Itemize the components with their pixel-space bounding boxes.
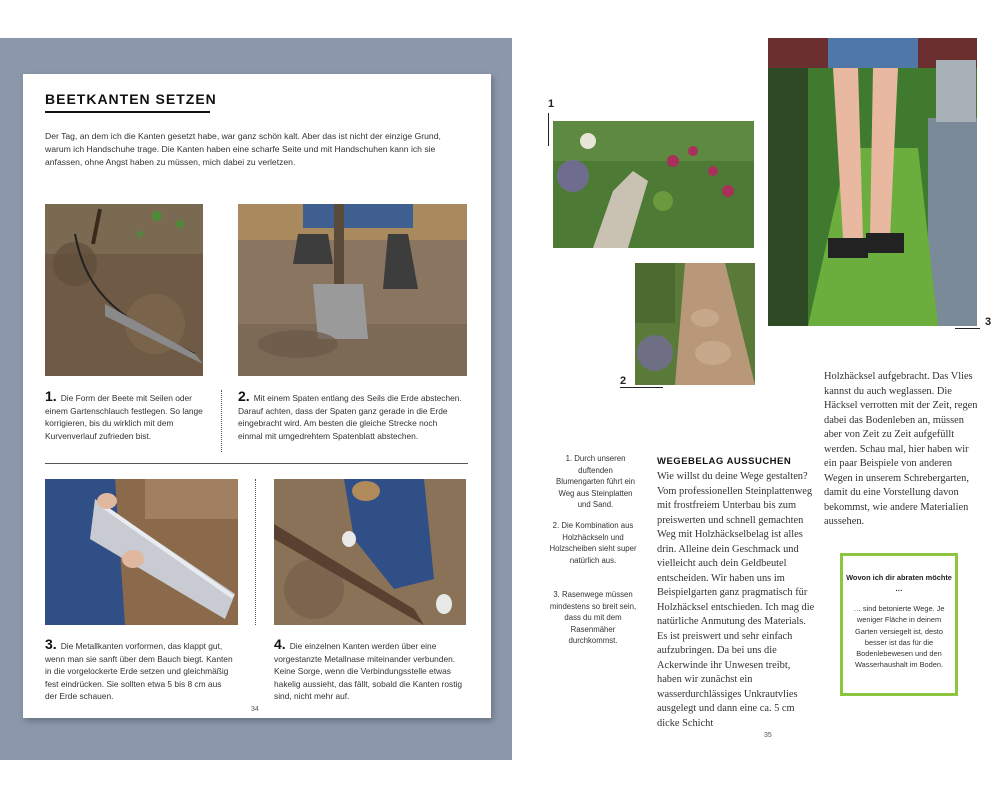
step-divider-2 (255, 479, 256, 625)
photo-1-flower-garden (553, 121, 754, 248)
step-1-text (45, 390, 210, 442)
step-1-number: 1. (45, 388, 57, 404)
body-text-column-1: Wie willst du deine Wege gestalten? Vom professionellen Steinplattenweg mit frostfreiem Unterbau bis zum preiswerten und schnell gemachten Weg mit Holzhäckselbelag ist alles drin. Alleine dein Geschmack und vielleicht auch dein Geldbeutel entscheiden. Wir haben uns im Beispielgarten ganz pragmatisch für Holzhäcksel entschieden. Ich mag die natürliche Anmutung des Materials. Es ist preiswert und sehr einfach aufzubringen. Da bei uns die Ackerwinde ihr Unwesen treibt, haben wir zunächst ein wasserdurchlässiges Unkrautvlies ausgelegt und dann eine ca. 5 cm dicke Schicht (657, 471, 815, 729)
tip-box (840, 553, 958, 696)
caption-1-number: 1. (565, 454, 573, 463)
tip-title: Wovon ich dir abraten möchte … (846, 573, 952, 593)
photo-1-number: 1 (548, 98, 555, 110)
photo-2-number: 2 (620, 375, 627, 387)
step-4-text (274, 638, 466, 703)
section-heading: WEGEBELAG AUSSUCHEN (657, 456, 792, 467)
page-title: BEETKANTEN SETZEN (45, 91, 217, 107)
caption-1 (553, 453, 638, 511)
step-2-number: 2. (238, 388, 250, 404)
step-4-body: Die einzelnen Kanten werden über eine vorgestanzte Metallnase miteinander verbunden. Keine Sorge, wenn die Verbindungsstelle etwas hakelig aussieht, das fällt, sobald die Kanten rostig sind, nicht mehr auf. (274, 641, 463, 701)
caption-3-number: 3. (553, 590, 560, 599)
step-divider (221, 390, 222, 452)
photo-3-marker-line (955, 328, 980, 329)
caption-1-text: Durch unseren duftenden Blumengarten führt ein Weg aus Steinplatten und Sand. (556, 454, 635, 509)
page-number-right: 35 (764, 732, 772, 739)
caption-3 (548, 589, 638, 647)
step-3-body: Die Metallkanten vorformen, das klappt gut, wenn man sie sanft über dem Bauch biegt. Kanten in die vorgelockerte Erde setzen und gleichmäßig fest eindrücken. Sie sollten etwa 5 bis 8 cm aus der Erde schauen. (45, 641, 233, 701)
caption-2-number: 2. (552, 521, 560, 530)
photo-step-2 (238, 204, 467, 376)
tip-text: … sind betonierte Wege. Je weniger Fläche in deinem Garten versiegelt ist, desto besser ist das für die Bodenlebewesen und den Wasserhaushalt im Boden. (853, 604, 945, 670)
section-divider (45, 463, 468, 464)
photo-step-4 (274, 479, 466, 625)
photo-1-marker-line (548, 113, 549, 146)
step-1-body: Die Form der Beete mit Seilen oder einem Gartenschlauch festlegen. So lange korrigieren, bis du wirklich mit dem Kurvenverlauf zufrieden bist. (45, 393, 203, 441)
caption-2 (548, 520, 638, 566)
photo-3-lawn-path (768, 38, 977, 326)
step-4-number: 4. (274, 636, 286, 652)
intro-text: Der Tag, an dem ich die Kanten gesetzt habe, war ganz schön kalt. Aber das ist nicht der einzige Grund, warum ich Handschuhe trage. Die Kanten haben eine scharfe Seite und mit Handschuhen kann ich sie anfassen, ohne Angst haben zu müssen, mich dabei zu verletzen. (45, 131, 441, 167)
caption-3-text: Rasenwege müssen mindestens so breit sein, dass du mit dem Rasenmäher durchkommst. (549, 590, 637, 645)
step-2-text (238, 390, 464, 442)
body-text-column-2: Holzhäcksel aufgebracht. Das Vlies kannst du auch weglassen. Die Häcksel verrotten mit der Zeit, regen dabei das Bodenleben an, müssen aber von Zeit zu Zeit aufgefüllt werden. Schau mal, hier haben wir ein paar Beispiele von anderen Wegen in unserem Schrebergarten, damit du eine Vorstellung davon bekommst, wie andere Materialien aussehen. (824, 371, 978, 527)
step-3-number: 3. (45, 636, 57, 652)
photo-2-marker-line (620, 387, 663, 388)
photo-step-3 (45, 479, 238, 625)
title-underline (45, 111, 210, 113)
photo-3-number: 3 (985, 316, 992, 328)
page-number-left: 34 (251, 706, 259, 713)
step-3-text (45, 638, 235, 703)
photo-2-woodchip-path (635, 263, 755, 385)
step-2-body: Mit einem Spaten entlang des Seils die Erde abstechen. Darauf achten, dass der Spaten ganz gerade in die Erde eingebracht wird. Am besten die gleiche Strecke noch einmal mit umgedrehtem Spatenblatt abstechen. (238, 393, 462, 441)
photo-step-1 (45, 204, 203, 376)
caption-2-text: Die Kombination aus Holzhäckseln und Holzscheiben sieht super natürlich aus. (549, 521, 637, 565)
